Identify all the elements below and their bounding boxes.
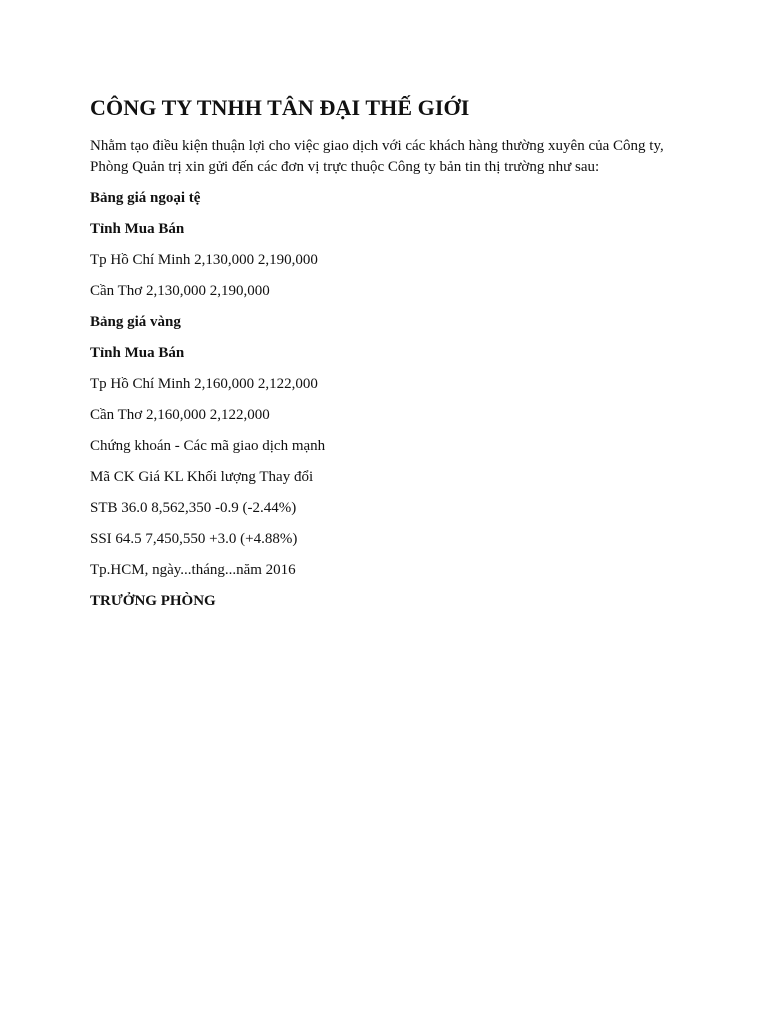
stock-row-ssi: SSI 64.5 7,450,550 +3.0 (+4.88%) [90,531,298,547]
gold-column-header: Tỉnh Mua Bán [90,345,185,361]
forex-heading: Bảng giá ngoại tệ [90,190,201,206]
forex-row-cantho: Cần Thơ 2,130,000 2,190,000 [90,283,270,299]
date-line: Tp.HCM, ngày...tháng...năm 2016 [90,562,296,578]
intro-paragraph: Nhằm tạo điều kiện thuận lợi cho việc giao dịch với các khách hàng thường xuyên của Công ty, Phòng Quản trị xin gửi đến các đơn vị trực thuộc Công ty bản tin thị trường như sau: [90,138,664,175]
stock-row-stb: STB 36.0 8,562,350 -0.9 (-2.44%) [90,500,297,516]
stock-heading: Chứng khoán - Các mã giao dịch mạnh [90,438,326,454]
signature-title: TRƯỞNG PHÒNG [90,593,216,609]
gold-row-cantho: Cần Thơ 2,160,000 2,122,000 [90,407,270,423]
document-page [90,92,690,622]
forex-column-header: Tỉnh Mua Bán [90,221,185,237]
stock-column-header: Mã CK Giá KL Khối lượng Thay đổi [90,469,314,485]
gold-heading: Bảng giá vàng [90,314,181,330]
forex-row-hcm: Tp Hồ Chí Minh 2,130,000 2,190,000 [90,252,318,268]
company-title: CÔNG TY TNHH TÂN ĐẠI THẾ GIỚI [90,95,470,120]
gold-row-hcm: Tp Hồ Chí Minh 2,160,000 2,122,000 [90,376,318,392]
